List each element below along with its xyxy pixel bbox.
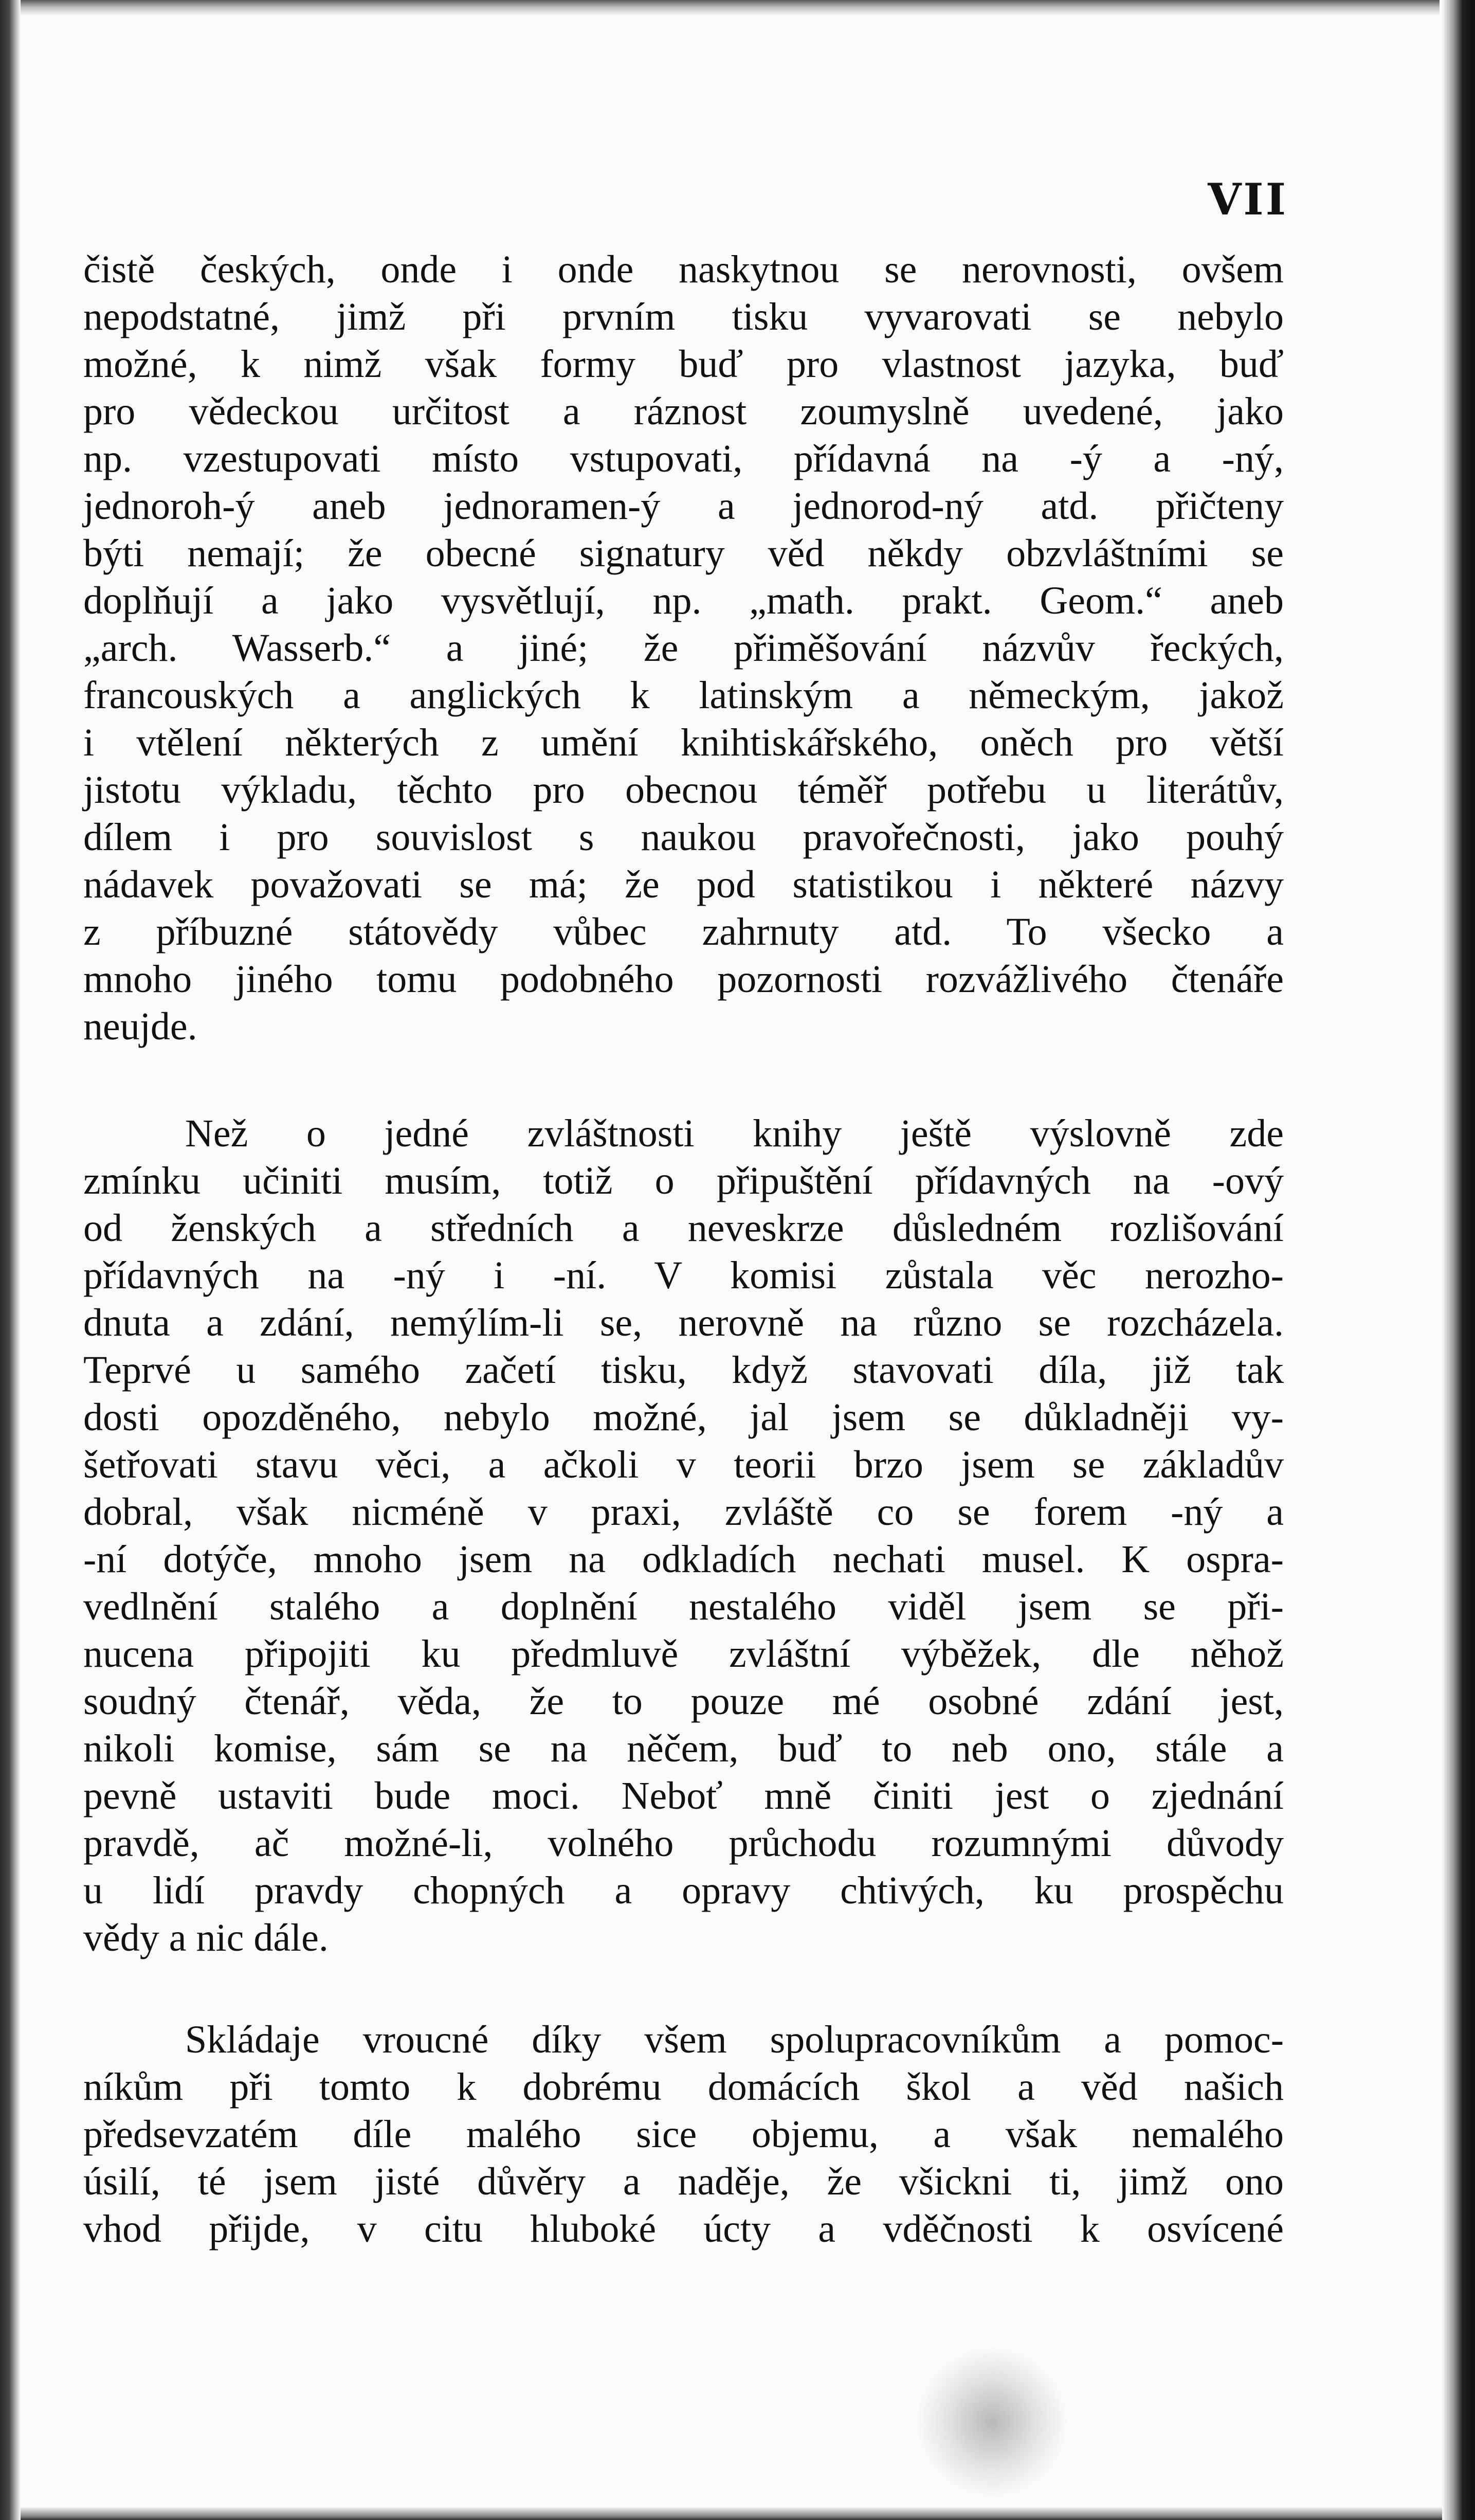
text-line: doplňují a jako vysvětlují, np. „math. prakt. Geom.“ aneb xyxy=(83,579,1284,622)
page-top-edge xyxy=(21,0,1440,15)
text-line: u lidí pravdy chopných a opravy chtivých, ku prospěchu xyxy=(83,1869,1284,1912)
text-line: „arch. Wasserb.“ a jiné; že přiměšování názvův řeckých, xyxy=(83,626,1284,670)
text-line: nádavek považovati se má; že pod statistikou i některé názvy xyxy=(83,863,1284,906)
text-line: dobral, však nicméně v praxi, zvláště co se forem -ný a xyxy=(83,1490,1284,1534)
text-line: předsevzatém díle malého sice objemu, a však nemalého xyxy=(83,2113,1284,2156)
text-line: vedlnění stalého a doplnění nestalého viděl jsem se při- xyxy=(83,1585,1284,1628)
text-line: čistě českých, onde i onde naskytnou se nerovnosti, ovšem xyxy=(83,248,1284,291)
text-line: zmínku učiniti musím, totiž o připuštění přídavných na -ový xyxy=(83,1159,1284,1202)
text-line: níkům při tomto k dobrému domácích škol a věd našich xyxy=(83,2065,1284,2109)
text-line: přídavných na -ný i -ní. V komisi zůstala věc nerozho- xyxy=(83,1254,1284,1297)
text-line: šetřovati stavu věci, a ačkoli v teorii brzo jsem se základův xyxy=(83,1443,1284,1486)
text-line: nikoli komise, sám se na něčem, buď to neb ono, stále a xyxy=(83,1727,1284,1770)
text-line: dosti opozděného, nebylo možné, jal jsem se důkladněji vy- xyxy=(83,1396,1284,1439)
text-line: jednoroh-ý aneb jednoramen-ý a jednorod-ný atd. přičteny xyxy=(83,484,1284,528)
text-line: vědy a nic dále. xyxy=(83,1916,329,1959)
text-line: úsilí, té jsem jisté důvěry a naděje, že všickni ti, jimž ono xyxy=(83,2160,1284,2203)
text-line: z příbuzné státovědy vůbec zahrnuty atd. To všecko a xyxy=(83,910,1284,953)
text-line: Skládaje vroucné díky všem spolupracovníkům a pomoc- xyxy=(185,2018,1284,2061)
text-line: mnoho jiného tomu podobného pozornosti rozvážlivého čtenáře xyxy=(83,958,1284,1001)
book-spine-shadow xyxy=(0,0,21,2520)
text-line: možné, k nimž však formy buď pro vlastnost jazyka, buď xyxy=(83,343,1284,386)
text-line: dnuta a zdání, nemýlím-li se, nerovně na různo se rozcházela. xyxy=(83,1301,1284,1344)
text-line: neujde. xyxy=(83,1005,197,1048)
text-line: nucena připojiti ku předmluvě zvláštní výběžek, dle něhož xyxy=(83,1632,1284,1676)
text-line: pevně ustaviti bude moci. Neboť mně činiti jest o zjednání xyxy=(83,1774,1284,1817)
text-line: soudný čtenář, věda, že to pouze mé osobné zdání jest, xyxy=(83,1680,1284,1723)
text-line: Teprvé u samého začetí tisku, když stavovati díla, již tak xyxy=(83,1348,1284,1392)
print-smudge xyxy=(915,2345,1069,2499)
text-line: vhod přijde, v citu hluboké úcty a vděčnosti k osvícené xyxy=(83,2207,1284,2251)
text-line: i vtělení některých z umění knihtiskářského, oněch pro větší xyxy=(83,721,1284,764)
text-line: francouských a anglických k latinským a německým, jakož xyxy=(83,674,1284,717)
page-number: VII xyxy=(1208,174,1288,225)
text-line: od ženských a středních a neveskrze důsledném rozlišování xyxy=(83,1207,1284,1250)
text-line: Než o jedné zvláštnosti knihy ještě výslovně zde xyxy=(185,1112,1284,1155)
text-line: dílem i pro souvislost s naukou pravořečnosti, jako pouhý xyxy=(83,816,1284,859)
page-bottom-edge xyxy=(21,2507,1442,2520)
text-line: -ní dotýče, mnoho jsem na odkladích nechati musel. K ospra- xyxy=(83,1538,1284,1581)
text-line: jistotu výkladu, těchto pro obecnou téměř potřebu u literátův, xyxy=(83,768,1284,812)
page-right-edge xyxy=(1442,0,1475,2520)
text-line: býti nemají; že obecné signatury věd někdy obzvláštními se xyxy=(83,532,1284,575)
text-line: nepodstatné, jimž při prvním tisku vyvarovati se nebylo xyxy=(83,295,1284,338)
text-line: pro vědeckou určitost a ráznost zoumyslně uvedené, jako xyxy=(83,390,1284,433)
text-line: np. vzestupovati místo vstupovati, přídavná na -ý a -ný, xyxy=(83,437,1284,480)
text-line: pravdě, ač možné-li, volného průchodu rozumnými důvody xyxy=(83,1822,1284,1865)
